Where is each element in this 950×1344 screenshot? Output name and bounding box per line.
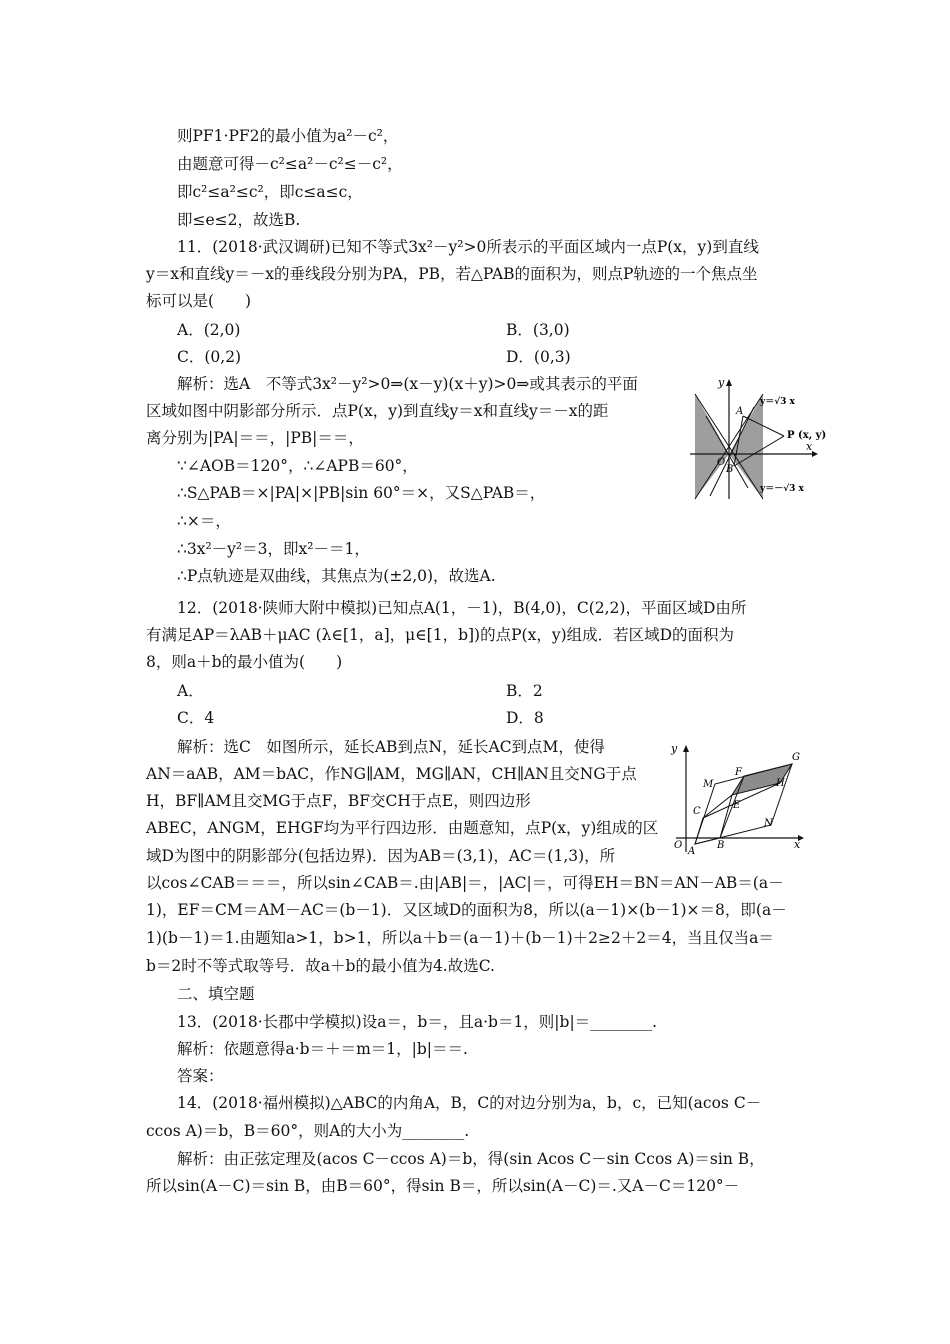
text-line: 即≤e≤2，故选B. [177, 211, 301, 229]
solution-line: 离分别为|PA|＝＝，|PB|＝＝， [146, 429, 364, 447]
solution-line: 解析：由正弦定理及(acos C－ccos A)＝b，得(sin Acos C－sin Ccos A)＝sin B， [177, 1150, 765, 1168]
solution-line: H，BF∥AM且交MG于点F，BF交CH于点E，则四边形 [146, 792, 531, 810]
option-c: C．(0,2) [177, 348, 242, 366]
label-c: C [693, 806, 701, 817]
label-g: G [792, 752, 800, 763]
solution-line: 解析：选C 如图所示，延长AB到点N，延长AC到点M，使得 [177, 738, 605, 756]
label-b: B [717, 840, 725, 851]
option-c: C．4 [177, 709, 215, 727]
solution-line: 解析：依题意得a·b＝＋＝m＝1，|b|＝＝. [177, 1040, 468, 1058]
hyperbola-region-figure [688, 372, 827, 502]
text-line: 即c²≤a²≤c²，即c≤a≤c， [177, 183, 363, 201]
problem-14-stem: 14．(2018·福州模拟)△ABC的内角A，B，C的对边分别为a，b，c，已知(acos C－ [177, 1094, 762, 1112]
label-point-p: P (x, y) [787, 430, 827, 441]
solution-line: ∴3x²－y²＝3，即x²－＝1， [177, 540, 370, 558]
problem-12-stem: 有满足AP＝λAB＋μAC (λ∈[1，a]，μ∈[1，b])的点P(x，y)组成．若区域D的面积为 [146, 626, 735, 644]
solution-line: ∴S△PAB＝×|PA|×|PB|sin 60°＝×，又S△PAB＝， [177, 484, 546, 502]
solution-line: b＝2时不等式取等号．故a＋b的最小值为4.故选C. [146, 957, 495, 975]
solution-line: 解析：选A 不等式3x²－y²>0⇒(x－y)(x＋y)>0⇒或其表示的平面 [177, 375, 638, 393]
solution-line: 区域如图中阴影部分所示．点P(x，y)到直线y＝x和直线y＝－x的距 [146, 402, 609, 420]
text-line: 由题意可得－c²≤a²－c²≤－c²， [177, 155, 403, 173]
problem-11-stem: y＝x和直线y＝－x的垂线段分别为PA，PB，若△PAB的面积为，则点P轨迹的一个焦点坐 [146, 265, 758, 283]
label-m: M [703, 779, 714, 790]
x-axis-label: x [806, 440, 813, 453]
parallelogram-region-figure [666, 740, 806, 855]
segment-bf [720, 776, 744, 838]
label-f: F [735, 767, 742, 778]
solution-line: ABEC，ANGM，EHGF均为平行四边形．由题意知，点P(x，y)组成的区 [146, 819, 659, 837]
label-point-a: A [736, 406, 744, 417]
option-d: D．(0,3) [506, 348, 571, 366]
solution-line: ∴×＝， [177, 512, 231, 530]
label-origin: O [717, 457, 726, 468]
solution-line: 1)，EF＝CM＝AM－AC＝(b－1)．又区域D的面积为8，所以(a－1)×(b－1)×＝8，即(a－ [146, 901, 787, 919]
label-point-b: B [726, 464, 734, 475]
y-axis-label: y [718, 376, 725, 389]
text-line: 则PF1·PF2的最小值为a²－c²， [177, 127, 399, 145]
option-b: B．(3,0) [506, 321, 570, 339]
solution-line: 所以sin(A－C)＝sin B，由B＝60°，得sin B＝，所以sin(A－C)＝.又A－C＝120°－ [146, 1177, 740, 1195]
y-axis-label: y [671, 742, 678, 755]
y-axis-arrow [726, 379, 732, 386]
label-origin: O [674, 840, 683, 851]
problem-12-stem: 12．(2018·陕师大附中模拟)已知点A(1，－1)，B(4,0)，C(2,2)，平面区域D由所 [177, 599, 747, 617]
section-heading: 二、填空题 [177, 985, 255, 1003]
problem-11-stem: 标可以是( ) [146, 292, 252, 310]
option-a: A． [177, 682, 204, 700]
solution-line: ∵∠AOB＝120°，∴∠APB＝60°， [177, 457, 418, 475]
label-line-neg: y＝－√3 x [760, 484, 804, 494]
y-axis-arrow [683, 745, 689, 752]
label-e: E [733, 800, 741, 811]
x-axis-arrow [812, 451, 818, 457]
answer-line: 答案： [177, 1067, 224, 1085]
label-h: H [776, 778, 785, 789]
label-a: A [688, 846, 696, 857]
label-line-pos: y＝√3 x [760, 397, 795, 407]
solution-line: 以cos∠CAB＝＝＝，所以sin∠CAB＝.由|AB|＝，|AC|＝，可得EH＝BN＝AN－AB＝(a－ [146, 874, 784, 892]
solution-line: 1)(b－1)＝1.由题知a>1，b>1，所以a＋b＝(a－1)＋(b－1)＋2≥2＋2＝4，当且仅当a＝ [146, 929, 774, 947]
option-d: D．8 [506, 709, 544, 727]
solution-line: 域D为图中的阴影部分(包括边界)．因为AB＝(3,1)，AC＝(1,3)，所 [146, 847, 616, 865]
option-a: A．(2,0) [177, 321, 241, 339]
label-n: N [764, 818, 773, 829]
x-axis-label: x [794, 838, 801, 851]
option-b: B．2 [506, 682, 543, 700]
problem-11-stem: 11．(2018·武汉调研)已知不等式3x²－y²>0所表示的平面区域内一点P(x，y)到直线 [177, 238, 759, 256]
problem-13-stem: 13．(2018·长郡中学模拟)设a＝，b＝，且a·b＝1，则|b|＝________. [177, 1013, 658, 1031]
solution-line: AN＝aAB，AM＝bAC，作NG∥AM，MG∥AN，CH∥AN且交NG于点 [146, 765, 637, 783]
problem-14-stem: ccos A)＝b，B＝60°，则A的大小为________. [146, 1122, 470, 1140]
problem-12-stem: 8，则a＋b的最小值为( ) [146, 653, 343, 671]
solution-line: ∴P点轨迹是双曲线，其焦点为(±2,0)，故选A. [177, 567, 496, 585]
